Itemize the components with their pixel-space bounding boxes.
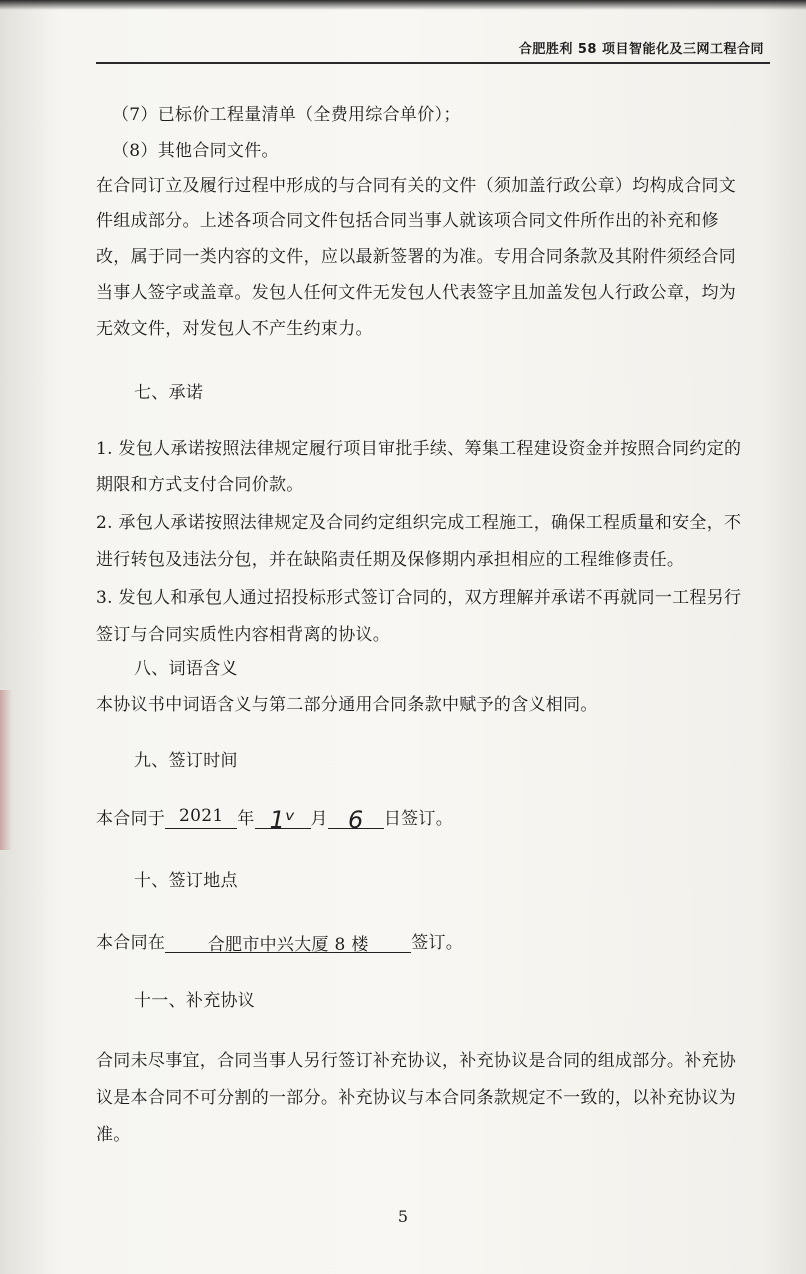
definitions-text: 本协议书中词语含义与第二部分通用合同条款中赋予的含义相同。 [96, 695, 598, 715]
section-heading-definitions: 八、词语含义 [134, 659, 238, 679]
signing-date-suffix: 日签订。 [383, 809, 454, 829]
header-title: 合肥胜利 58 项目智能化及三网工程合同 [518, 42, 764, 57]
commitment-1: 1. 发包人承诺按照法律规定履行项目审批手续、筹集工程建设资金并按照合同约定的 [96, 439, 742, 459]
supplementary-text: 合同未尽事宜，合同当事人另行签订补充协议，补充协议是合同的组成部分。补充协 [96, 1051, 737, 1071]
paragraph-line: 在合同订立及履行过程中形成的与合同有关的文件（须加盖行政公章）均构成合同文 [96, 176, 737, 196]
section-heading-commitments: 七、承诺 [134, 383, 204, 403]
signing-year-field: 2021 [165, 806, 237, 829]
paragraph-line: 当事人签字或盖章。发包人任何文件无发包人代表签字且加盖发包人行政公章，均为 [96, 283, 737, 303]
month-unit: 月 [310, 809, 328, 829]
commitment-1-cont: 期限和方式支付合同价款。 [96, 475, 304, 495]
page-number: 5 [397, 1207, 409, 1226]
signing-place-line [96, 928, 463, 953]
commitment-3-cont: 签订与合同实质性内容相背离的协议。 [96, 625, 391, 645]
commitment-2-cont: 进行转包及违法分包，并在缺陷责任期及保修期内承担相应的工程维修责任。 [96, 550, 685, 570]
signing-date-line [96, 804, 454, 834]
signing-day-field: 6 [328, 806, 384, 829]
paragraph-line: 改，属于同一类内容的文件，应以最新签署的为准。专用合同条款及其附件须经合同 [96, 247, 737, 267]
commitment-2: 2. 承包人承诺按照法律规定及合同约定组织完成工程施工，确保工程质量和安全，不 [96, 513, 742, 533]
supplementary-text: 准。 [96, 1125, 131, 1145]
section-heading-signing-time: 九、签订时间 [134, 751, 238, 771]
list-item-8: （8）其他合同文件。 [112, 141, 279, 161]
scan-top-shadow [0, 0, 806, 10]
signing-place-suffix: 签订。 [411, 933, 464, 953]
commitment-3: 3. 发包人和承包人通过招投标形式签订合同的，双方理解并承诺不再就同一工程另行 [96, 588, 742, 608]
scan-left-edge [0, 690, 12, 850]
paragraph-line: 件组成部分。上述各项合同文件包括合同当事人就该项合同文件所作出的补充和修 [96, 211, 719, 231]
signing-date-prefix: 本合同于 [96, 809, 166, 829]
section-heading-signing-place: 十、签订地点 [134, 871, 238, 891]
signing-place-field: 合肥市中兴大厦 8 楼 [165, 930, 411, 953]
supplementary-text: 议是本合同不可分割的一部分。补充协议与本合同条款规定不一致的，以补充协议为 [96, 1088, 737, 1108]
signing-place-prefix: 本合同在 [96, 933, 166, 953]
signing-month-field: 1ᵛ [255, 806, 311, 829]
list-item-7: （7）已标价工程量清单（全费用综合单价）； [112, 105, 461, 125]
paragraph-line: 无效文件，对发包人不产生约束力。 [96, 319, 373, 339]
header-rule [96, 62, 770, 64]
section-heading-supplementary: 十一、补充协议 [134, 991, 256, 1011]
year-unit: 年 [237, 809, 255, 829]
